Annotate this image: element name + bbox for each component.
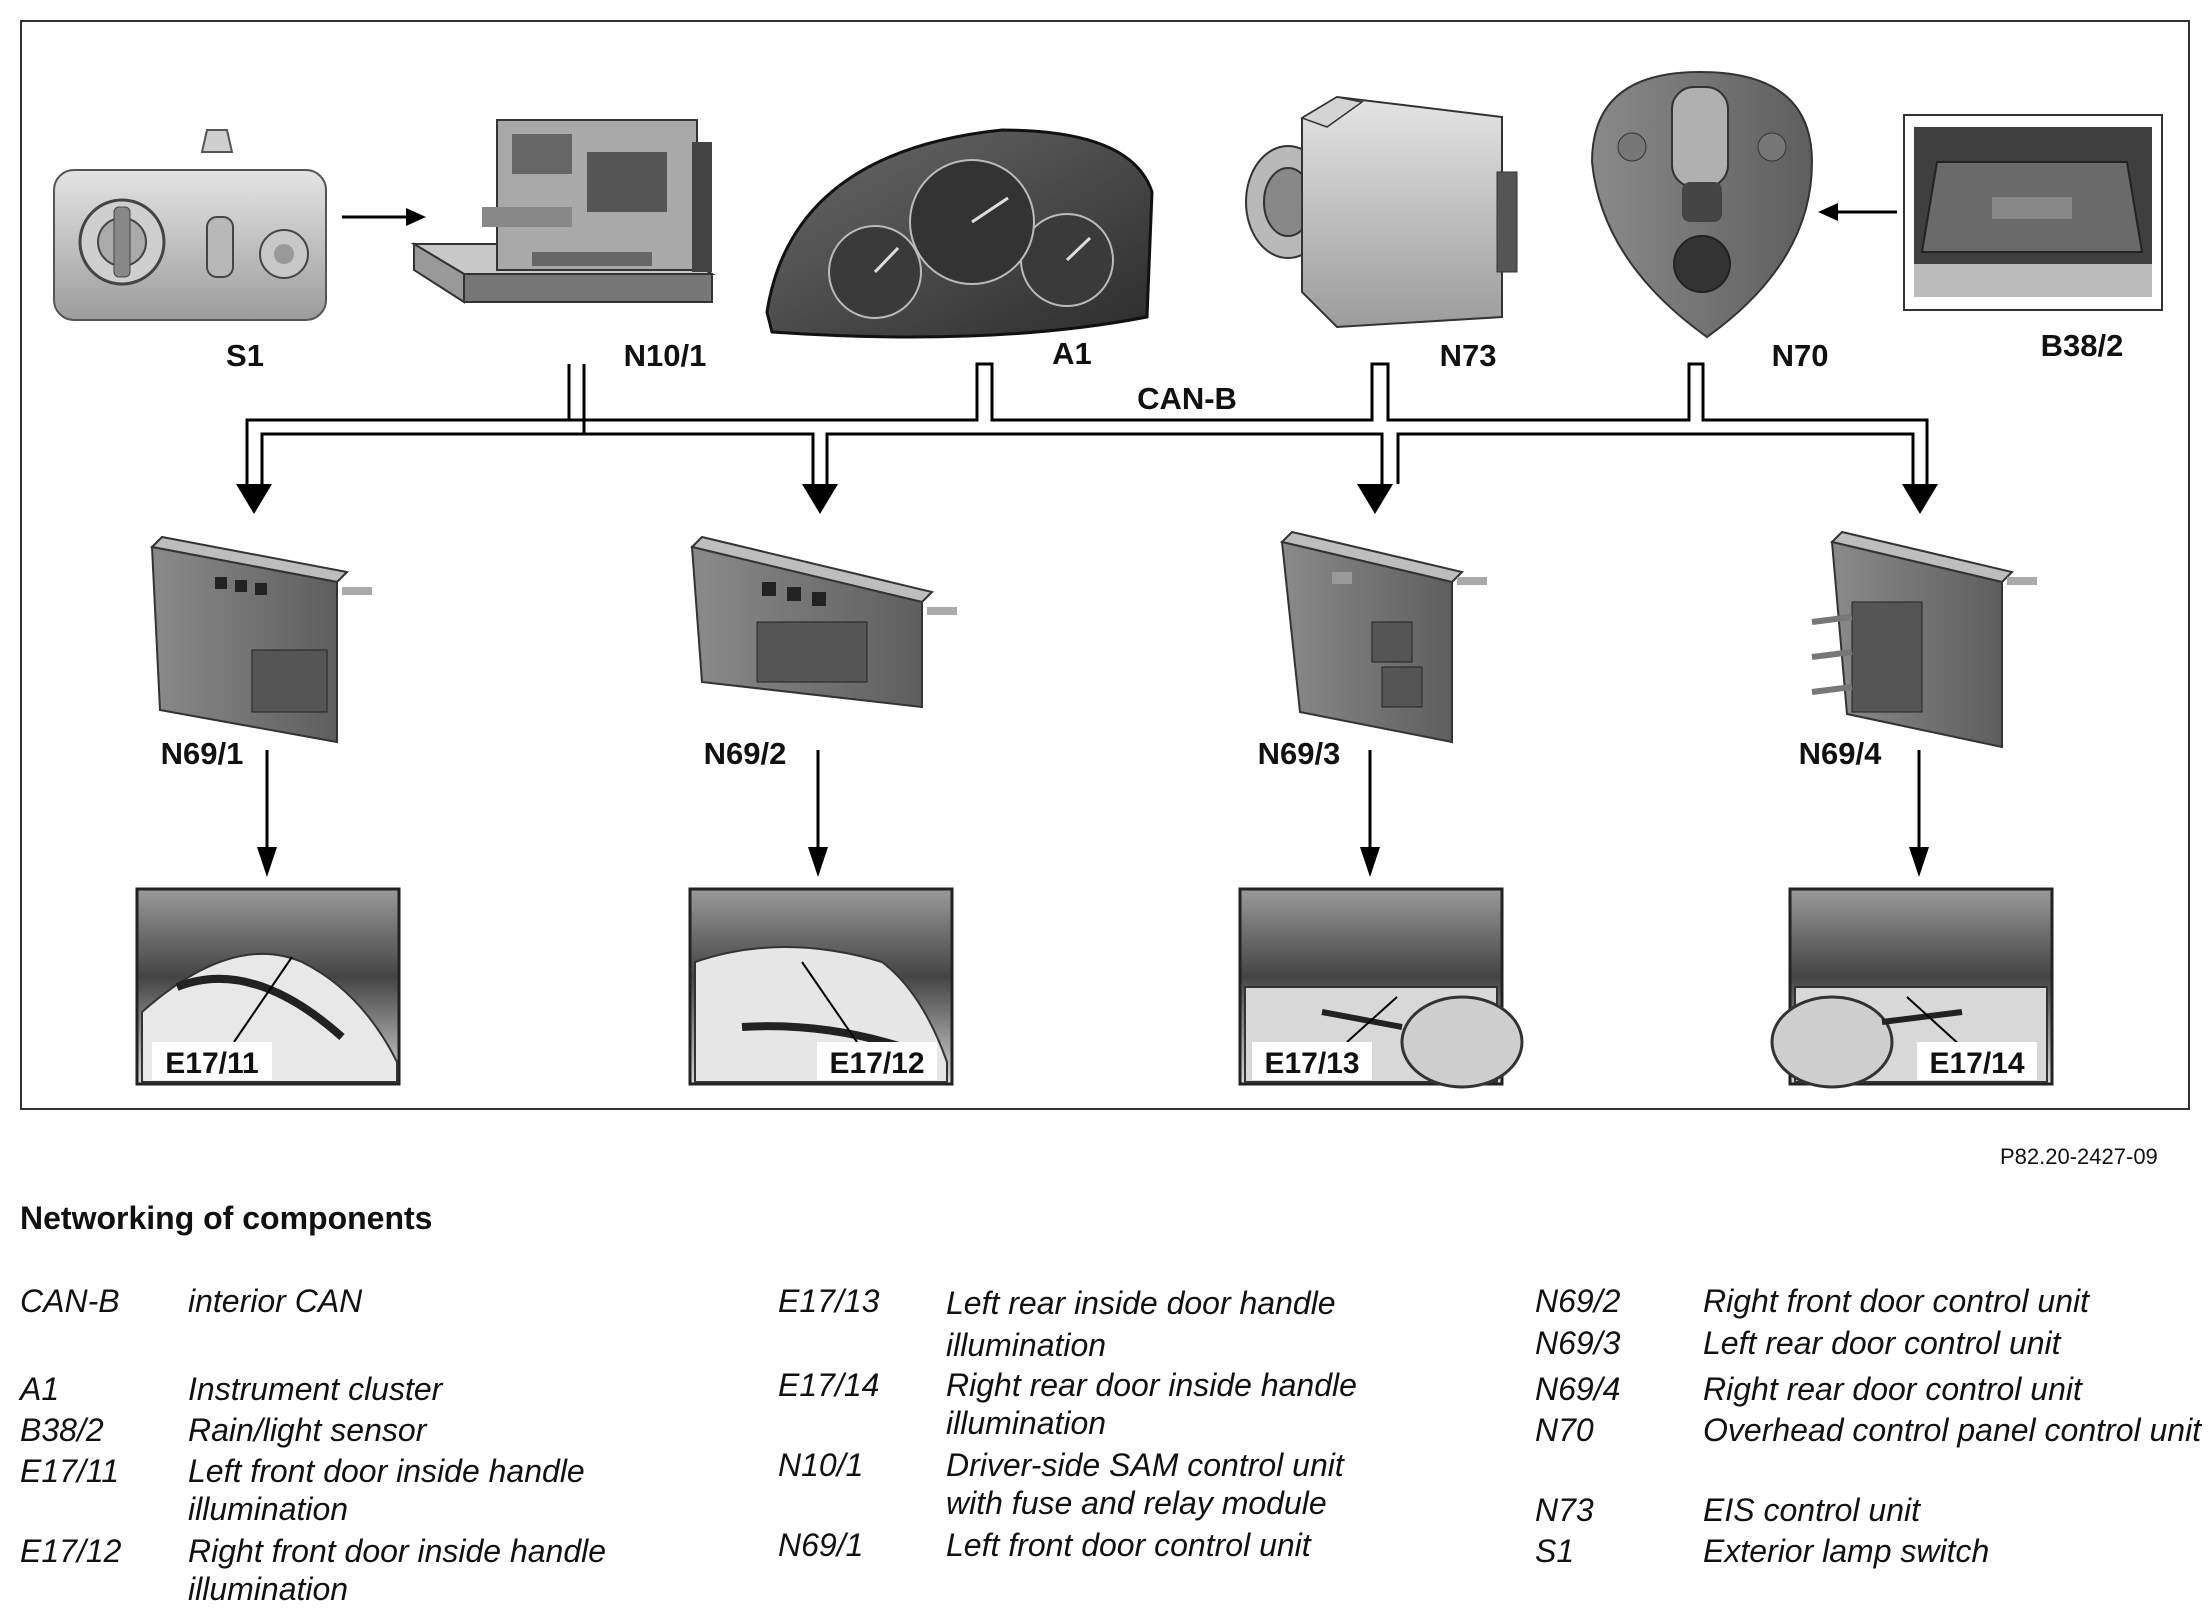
diagram-frame	[20, 20, 2190, 1110]
legend-code: N70	[1535, 1412, 1594, 1448]
handle-lamp-label: E17/13	[1264, 1047, 1360, 1080]
door-unit-label: N69/1	[160, 736, 244, 771]
n69-1-door-control-unit-image	[152, 537, 372, 742]
arrow-s1-to-n10-1	[342, 208, 426, 226]
can-b-bus-label: CAN-B	[1137, 381, 1237, 416]
legend-desc: Instrument cluster	[188, 1371, 443, 1407]
legend-desc: Overhead control panel control unit	[1703, 1412, 2202, 1448]
arrow-n69-1-to-e17-11	[257, 750, 277, 877]
network-diagram	[22, 22, 2192, 1112]
figure-reference: P82.20-2427-09	[2000, 1144, 2158, 1169]
legend-desc: Driver-side SAM control unit with fuse and relay module	[946, 1447, 1344, 1521]
door-unit-label: N69/4	[1798, 736, 1882, 771]
legend-desc: Right front door inside handle illumination	[188, 1533, 607, 1607]
n70-overhead-control-panel-image	[1592, 72, 1812, 337]
bus-arrow-to-n69-4	[1902, 484, 1938, 514]
n69-2-door-control-unit-image	[692, 537, 957, 707]
legend-desc: interior CAN	[188, 1283, 363, 1319]
can-b-bus-lines	[247, 364, 1927, 484]
legend-desc: Exterior lamp switch	[1703, 1533, 1990, 1569]
legend-code: A1	[20, 1371, 60, 1407]
legend-code: S1	[1535, 1533, 1575, 1569]
b38-2-rain-light-sensor-image	[1904, 115, 2162, 310]
door-unit-label: N69/3	[1257, 736, 1341, 771]
legend-desc: Rain/light sensor	[188, 1412, 427, 1448]
legend-code: E17/11	[20, 1453, 120, 1489]
e17-13-handle-lamp-photo	[1240, 889, 1522, 1087]
legend-code: B38/2	[20, 1412, 104, 1448]
legend-code: N69/2	[1535, 1283, 1621, 1319]
top-unit-label: N73	[1439, 338, 1497, 373]
handle-lamp-label: E17/14	[1929, 1047, 2025, 1080]
legend-desc: Left rear inside door handle illumination	[946, 1285, 1336, 1363]
top-unit-label: B38/2	[2040, 328, 2124, 363]
bus-arrow-to-n69-3	[1357, 484, 1393, 514]
a1-instrument-cluster-image	[767, 130, 1152, 337]
e17-14-handle-lamp-photo	[1772, 889, 2052, 1087]
legend-desc: EIS control unit	[1703, 1492, 1920, 1528]
legend-code: E17/13	[778, 1283, 880, 1319]
legend-desc: Left rear door control unit	[1703, 1325, 2061, 1361]
n69-4-door-control-unit-image	[1812, 532, 2037, 747]
arrow-n69-4-to-e17-14	[1909, 750, 1929, 877]
handle-lamp-label: E17/12	[829, 1047, 925, 1080]
arrow-b38-2-to-n70	[1818, 203, 1897, 221]
legend-code: CAN-B	[20, 1283, 120, 1319]
s1-exterior-lamp-switch-image	[54, 130, 326, 320]
n73-eis-control-unit-image	[1246, 97, 1517, 327]
legend-code: N69/1	[778, 1527, 864, 1563]
handle-lamp-label: E17/11	[165, 1047, 259, 1080]
bus-arrow-to-n69-1	[236, 484, 272, 514]
top-unit-label: A1	[1052, 336, 1092, 371]
legend-desc: Left front door inside handle illumination	[188, 1453, 585, 1527]
n10-1-sam-control-unit-image	[414, 120, 712, 302]
e17-12-handle-lamp-photo	[690, 889, 952, 1084]
legend-desc: Right front door control unit	[1703, 1283, 2089, 1319]
legend-code: N69/4	[1535, 1371, 1621, 1407]
legend-desc: Left front door control unit	[946, 1527, 1311, 1563]
top-unit-label: N70	[1771, 338, 1829, 373]
door-unit-label: N69/2	[703, 736, 787, 771]
legend-code: E17/14	[778, 1367, 880, 1403]
legend-code: N69/3	[1535, 1325, 1621, 1361]
legend-desc: Right rear door inside handle illumination	[946, 1367, 1357, 1441]
top-unit-label: N10/1	[623, 338, 707, 373]
n69-3-door-control-unit-image	[1282, 532, 1487, 742]
top-unit-label: S1	[226, 338, 264, 373]
legend-code: E17/12	[20, 1533, 122, 1569]
legend-code: N73	[1535, 1492, 1594, 1528]
bus-arrow-to-n69-2	[802, 484, 838, 514]
arrow-n69-2-to-e17-12	[808, 750, 828, 877]
legend-desc: Right rear door control unit	[1703, 1371, 2082, 1407]
legend-title: Networking of components	[20, 1200, 433, 1236]
arrow-n69-3-to-e17-13	[1360, 750, 1380, 877]
e17-11-handle-lamp-photo	[137, 889, 399, 1084]
legend-code: N10/1	[778, 1447, 864, 1483]
